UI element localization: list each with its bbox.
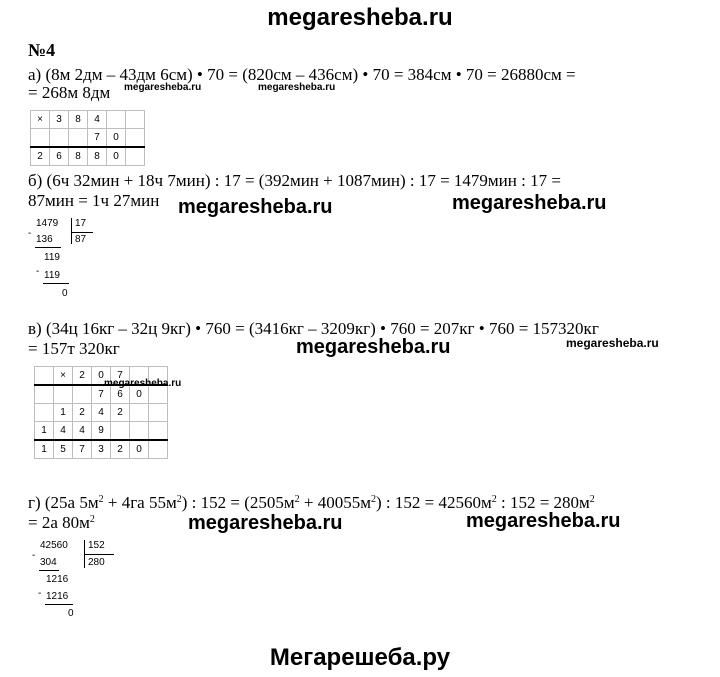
- grid-cell: 5: [54, 440, 73, 459]
- grid-cell: 2: [111, 404, 130, 422]
- grid-cell: [126, 111, 145, 129]
- part-v-line-2: = 157т 320кг: [28, 339, 120, 358]
- part-g-line-2: [28, 514, 95, 531]
- site-footer: Мегарешеба.ру: [269, 644, 451, 671]
- division-step: 0: [62, 288, 68, 299]
- grid-cell: [126, 147, 145, 166]
- grid-cell: 1: [54, 404, 73, 422]
- grid-cell: [126, 129, 145, 148]
- part-v-line-1: в) (34ц 16кг – 32ц 9кг) • 760 = (3416кг – 3209кг) • 760 = 207кг • 760 = 157320кг: [28, 319, 599, 338]
- part-a-line-2: = 268м 8дм: [28, 83, 111, 102]
- superscript: 2: [98, 494, 104, 505]
- grid-cell: 0: [107, 129, 126, 148]
- part-g-line-1: [28, 494, 595, 511]
- division-divisor: 17: [75, 218, 87, 229]
- grid-cell: 4: [54, 422, 73, 441]
- grid-cell: [107, 111, 126, 129]
- grid-cell: 8: [69, 147, 88, 166]
- part-g-text: ) : 152 = 42560м: [375, 493, 492, 512]
- grid-cell: 3: [92, 440, 111, 459]
- grid-cell: [35, 367, 54, 386]
- grid-cell: 6: [50, 147, 69, 166]
- grid-cell: 1: [35, 422, 54, 441]
- division-dividend: 42560: [40, 540, 68, 551]
- grid-cell: 2: [73, 404, 92, 422]
- grid-cell: 2: [31, 147, 50, 166]
- watermark-small: megaresheba.ru: [124, 82, 202, 93]
- minus-sign: -: [28, 228, 32, 239]
- grid-cell: [149, 404, 168, 422]
- grid-cell: 7: [73, 440, 92, 459]
- grid-cell: 7: [92, 385, 111, 404]
- grid-cell: 2: [111, 440, 130, 459]
- division-step: 136: [36, 234, 53, 245]
- watermark-big: megaresheba.ru: [466, 510, 621, 532]
- part-g-text: ) : 152 = (2505м: [181, 493, 295, 512]
- grid-cell: [130, 422, 149, 441]
- grid-cell: 4: [92, 404, 111, 422]
- minus-sign: -: [36, 266, 40, 277]
- grid-cell: 8: [69, 111, 88, 129]
- division-step: 0: [68, 608, 74, 619]
- division-step-underline: [35, 247, 61, 248]
- division-divisor: 152: [88, 540, 105, 551]
- part-g-text: + 4га 55м: [103, 493, 177, 512]
- grid-cell: [69, 129, 88, 148]
- minus-sign: -: [38, 588, 42, 599]
- grid-cell: 3: [50, 111, 69, 129]
- grid-cell: 0: [130, 385, 149, 404]
- part-g-text: г) (25а 5м: [28, 493, 99, 512]
- grid-cell: ×: [31, 111, 50, 129]
- watermark-big: megaresheba.ru: [452, 192, 607, 214]
- division-step: 1216: [46, 591, 69, 602]
- watermark-small: megaresheba.ru: [104, 378, 182, 389]
- division-step-underline: [45, 604, 73, 605]
- division-divisor-underline: [71, 232, 93, 233]
- division-vertical-bar: [71, 218, 72, 244]
- part-g-text: : 152 = 280м: [496, 493, 590, 512]
- grid-cell: [130, 404, 149, 422]
- minus-sign: -: [32, 550, 36, 561]
- grid-cell: [149, 422, 168, 441]
- grid-cell: 7: [88, 129, 107, 148]
- grid-cell: 0: [107, 147, 126, 166]
- multiplication-grid-a: [30, 110, 145, 166]
- watermark-big: megaresheba.ru: [188, 512, 343, 534]
- grid-cell: 1: [35, 440, 54, 459]
- division-step-underline: [43, 283, 69, 284]
- grid-cell: 9: [92, 422, 111, 441]
- part-a-line-1: а) (8м 2дм – 43дм 6см) • 70 = (820см – 436см) • 70 = 384см • 70 = 26880см =: [28, 65, 576, 84]
- grid-cell: 6: [111, 385, 130, 404]
- grid-cell: [35, 404, 54, 422]
- division-quotient: 280: [88, 557, 105, 568]
- division-step: 119: [44, 252, 60, 263]
- grid-cell: 0: [92, 367, 111, 386]
- superscript: 2: [370, 494, 376, 505]
- watermark-small: megaresheba.ru: [258, 82, 336, 93]
- division-step: 304: [40, 557, 57, 568]
- part-b-line-1: б) (6ч 32мин + 18ч 7мин) : 17 = (392мин + 1087мин) : 17 = 1479мин : 17 =: [28, 171, 561, 190]
- grid-cell: 7: [111, 367, 130, 386]
- grid-cell: [54, 385, 73, 404]
- division-step: 1216: [46, 574, 69, 585]
- site-header: megaresheba.ru: [267, 4, 453, 31]
- part-g-text: = 2а 80м: [28, 513, 90, 532]
- grid-cell: ×: [54, 367, 73, 386]
- division-step-underline: [39, 570, 59, 571]
- grid-cell: [149, 440, 168, 459]
- watermark-big: megaresheba.ru: [178, 196, 333, 218]
- grid-cell: [50, 129, 69, 148]
- grid-cell: 8: [88, 147, 107, 166]
- part-b-line-2: 87мин = 1ч 27мин: [28, 191, 160, 210]
- division-step: 119: [44, 270, 60, 281]
- superscript: 2: [89, 514, 95, 525]
- grid-cell: 4: [73, 422, 92, 441]
- grid-cell: [35, 385, 54, 404]
- grid-cell: [31, 129, 50, 148]
- division-dividend: 1479: [36, 218, 59, 229]
- grid-cell: [73, 385, 92, 404]
- watermark-small: megaresheba.ru: [566, 336, 659, 350]
- division-divisor-underline: [84, 554, 114, 555]
- task-number: №4: [28, 40, 56, 60]
- division-quotient: 87: [75, 234, 87, 245]
- superscript: 2: [176, 494, 182, 505]
- superscript: 2: [294, 494, 300, 505]
- superscript: 2: [491, 494, 497, 505]
- watermark-big: megaresheba.ru: [296, 336, 451, 358]
- grid-cell: [111, 422, 130, 441]
- part-g-text: + 40055м: [299, 493, 371, 512]
- grid-cell: 4: [88, 111, 107, 129]
- grid-cell: 2: [73, 367, 92, 386]
- superscript: 2: [589, 494, 595, 505]
- grid-cell: 0: [130, 440, 149, 459]
